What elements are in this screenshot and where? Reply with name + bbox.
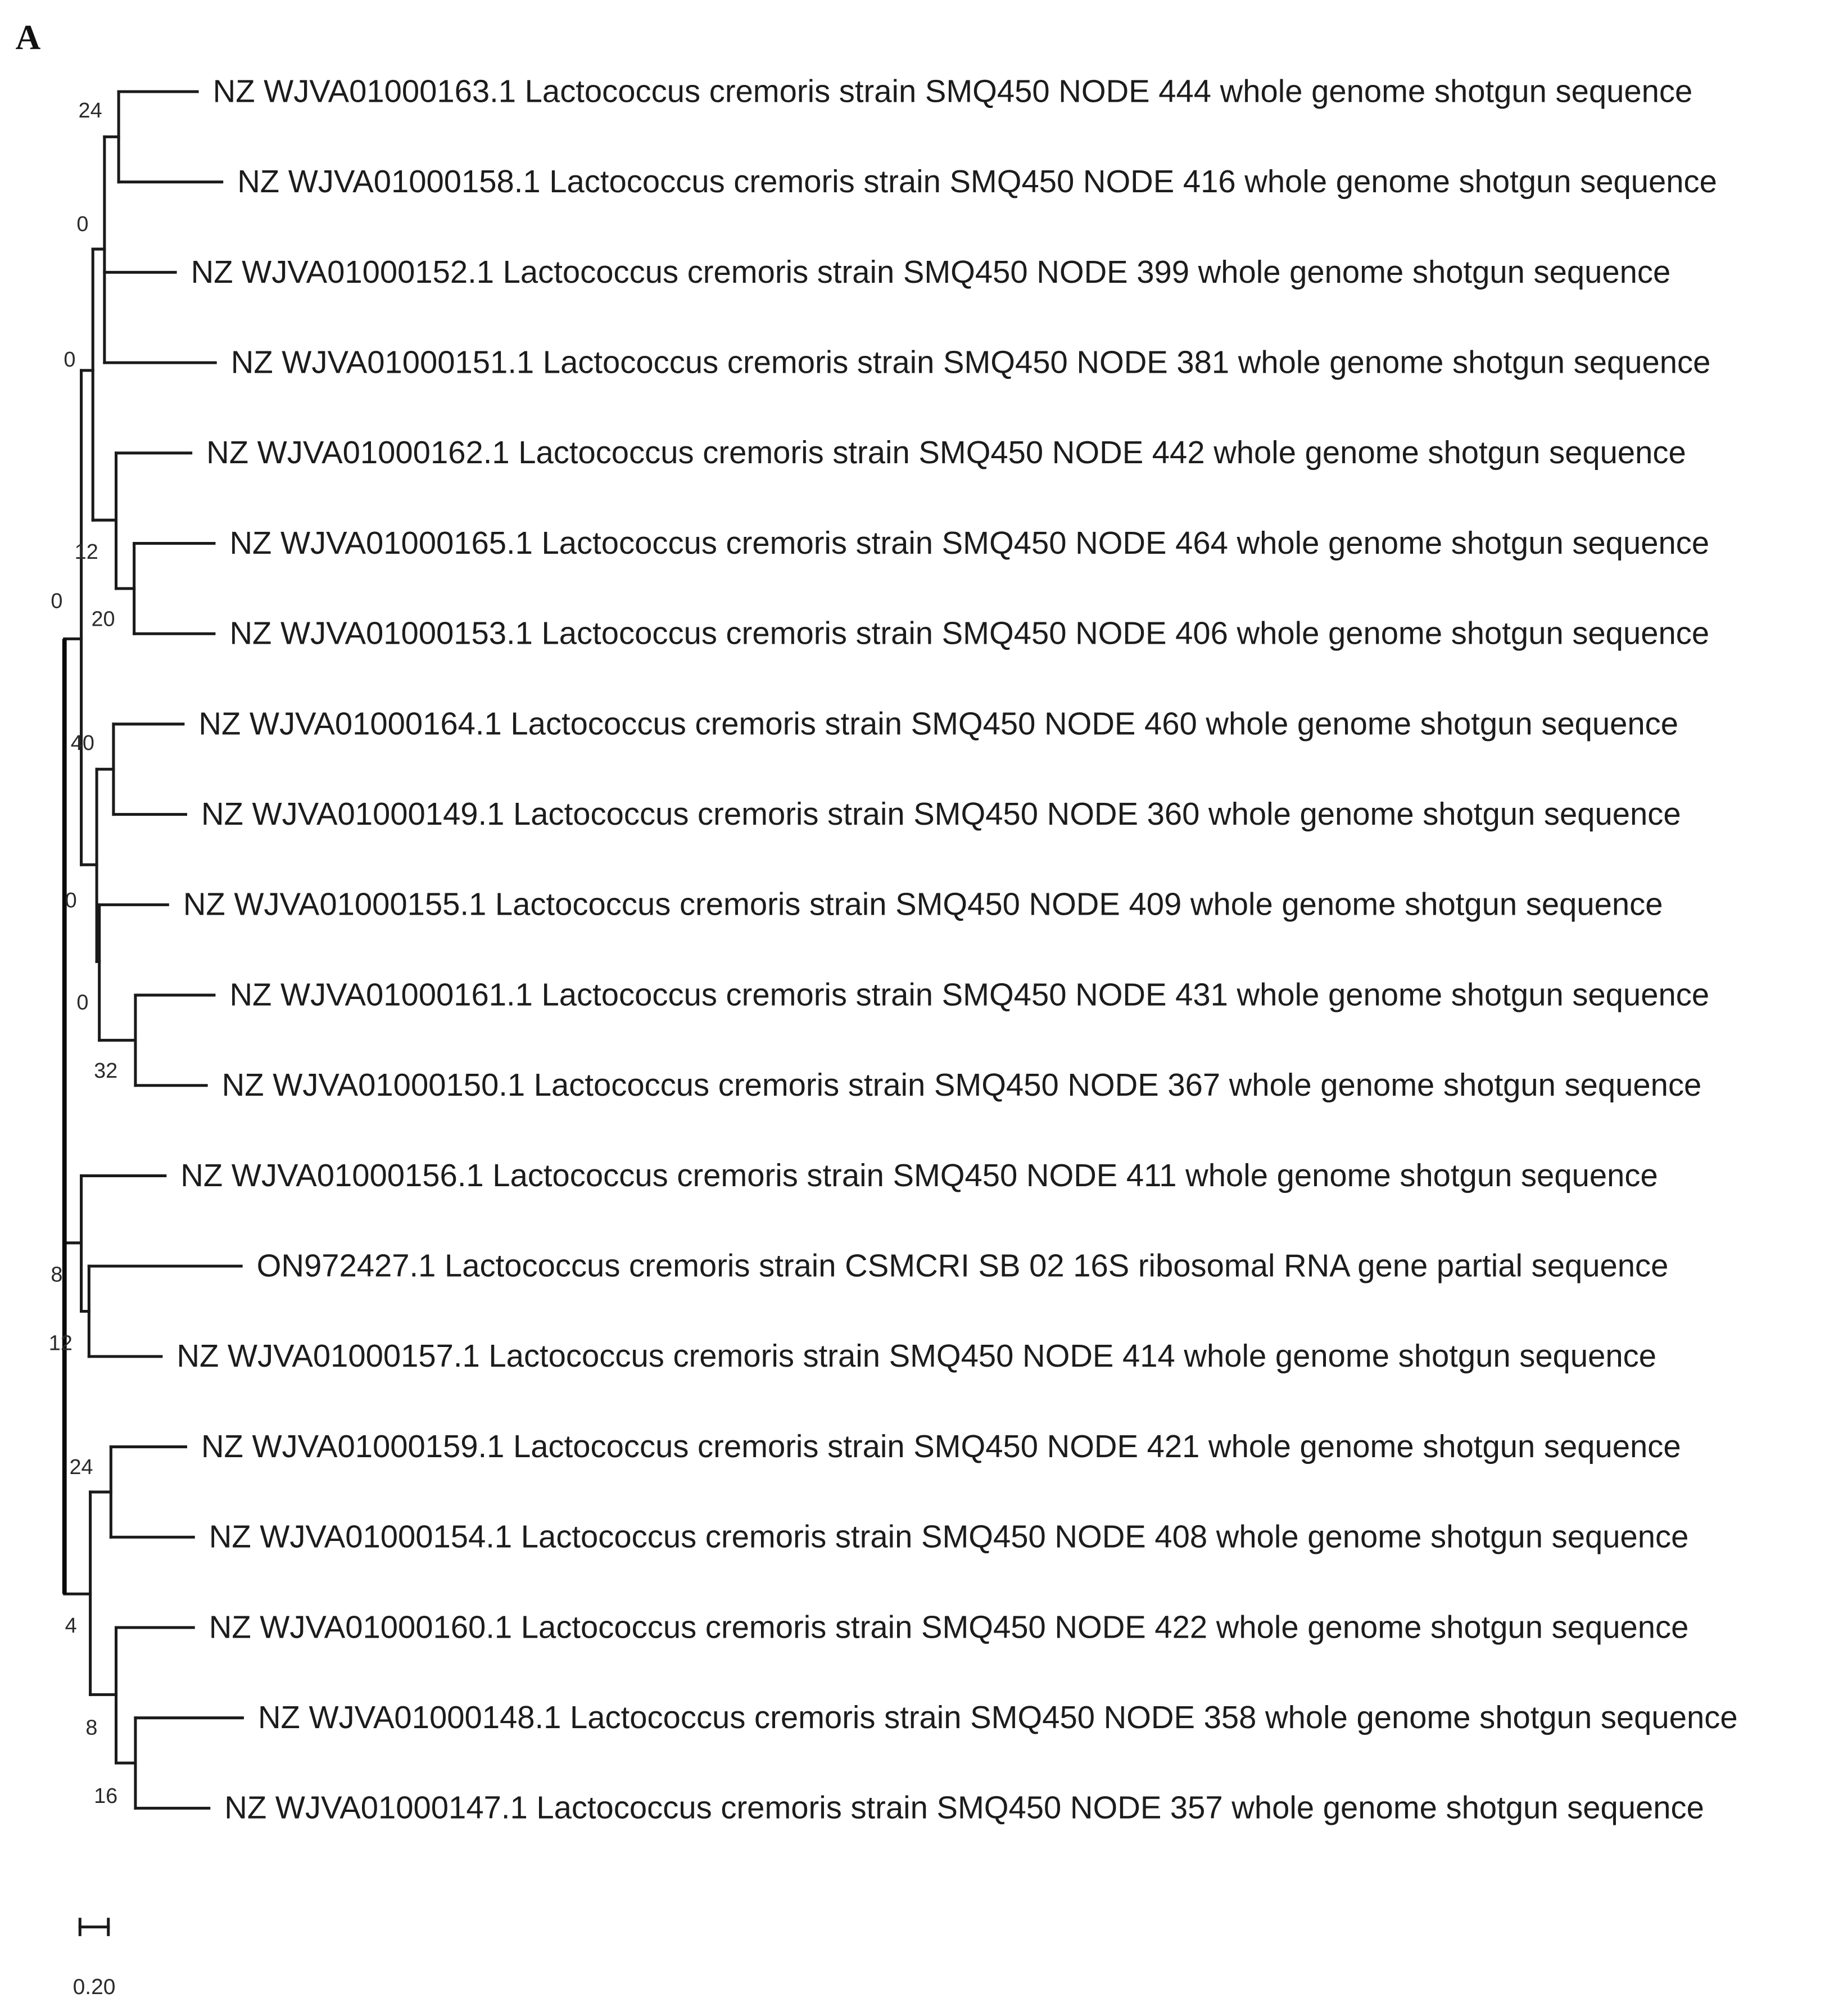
- leaf-label: NZ WJVA01000155.1 Lactococcus cremoris strain SMQ450 NODE 409 whole genome shotgun sequence: [183, 886, 1663, 922]
- bootstrap-value: 20: [91, 607, 115, 631]
- bootstrap-value: 32: [94, 1059, 118, 1083]
- bootstrap-value: 24: [69, 1455, 93, 1479]
- bootstrap-value: 0: [76, 991, 89, 1015]
- bootstrap-value: 4: [65, 1614, 77, 1638]
- leaf-labels: [176, 73, 1737, 1825]
- leaf-label: NZ WJVA01000149.1 Lactococcus cremoris strain SMQ450 NODE 360 whole genome shotgun sequence: [201, 795, 1681, 832]
- bootstrap-value: 0: [65, 888, 77, 912]
- bootstrap-value: 12: [74, 540, 98, 564]
- leaf-label: NZ WJVA01000165.1 Lactococcus cremoris strain SMQ450 NODE 464 whole genome shotgun sequence: [229, 525, 1710, 560]
- leaf-label: NZ WJVA01000162.1 Lactococcus cremoris strain SMQ450 NODE 442 whole genome shotgun sequence: [206, 435, 1686, 471]
- leaf-label: NZ WJVA01000152.1 Lactococcus cremoris strain SMQ450 NODE 399 whole genome shotgun sequence: [191, 254, 1671, 290]
- leaf-label: NZ WJVA01000154.1 Lactococcus cremoris strain SMQ450 NODE 408 whole genome shotgun sequence: [209, 1518, 1689, 1554]
- bootstrap-value: 8: [85, 1716, 98, 1740]
- leaf-label: NZ WJVA01000163.1 Lactococcus cremoris strain SMQ450 NODE 444 whole genome shotgun sequence: [212, 73, 1693, 109]
- leaf-label: NZ WJVA01000158.1 Lactococcus cremoris strain SMQ450 NODE 416 whole genome shotgun sequence: [237, 164, 1717, 200]
- leaf-label: NZ WJVA01000153.1 Lactococcus cremoris strain SMQ450 NODE 406 whole genome shotgun sequence: [229, 615, 1710, 651]
- leaf-label: NZ WJVA01000160.1 Lactococcus cremoris strain SMQ450 NODE 422 whole genome shotgun sequence: [209, 1609, 1689, 1645]
- bootstrap-value: 40: [70, 731, 94, 755]
- bootstrap-value: 8: [51, 1263, 63, 1287]
- scale-bar-label: 0.20: [73, 1974, 116, 1999]
- leaf-label: NZ WJVA01000147.1 Lactococcus cremoris strain SMQ450 NODE 357 whole genome shotgun sequence: [224, 1789, 1704, 1825]
- bootstrap-value: 12: [48, 1331, 73, 1355]
- scale-bar: [73, 1919, 116, 1999]
- leaf-label: NZ WJVA01000151.1 Lactococcus cremoris strain SMQ450 NODE 381 whole genome shotgun sequence: [230, 344, 1711, 380]
- leaf-label: NZ WJVA01000150.1 Lactococcus cremoris strain SMQ450 NODE 367 whole genome shotgun sequence: [221, 1067, 1702, 1103]
- leaf-label: ON972427.1 Lactococcus cremoris strain CSMCRI SB 02 16S ribosomal RNA gene partial sequence: [256, 1247, 1669, 1283]
- bootstrap-value: 16: [94, 1784, 118, 1809]
- leaf-label: NZ WJVA01000148.1 Lactococcus cremoris strain SMQ450 NODE 358 whole genome shotgun sequence: [257, 1699, 1738, 1735]
- leaf-label: NZ WJVA01000164.1 Lactococcus cremoris strain SMQ450 NODE 460 whole genome shotgun sequence: [198, 706, 1679, 742]
- bootstrap-value: 0: [76, 212, 89, 236]
- bootstrap-value: 0: [64, 347, 76, 372]
- leaf-label: NZ WJVA01000159.1 Lactococcus cremoris strain SMQ450 NODE 421 whole genome shotgun sequence: [201, 1428, 1681, 1464]
- bootstrap-value: 24: [78, 98, 102, 123]
- bootstrap-labels: [49, 99, 117, 1808]
- panel-letter: A: [15, 19, 41, 57]
- leaf-label: NZ WJVA01000156.1 Lactococcus cremoris strain SMQ450 NODE 411 whole genome shotgun sequence: [180, 1157, 1658, 1193]
- leaf-label: NZ WJVA01000161.1 Lactococcus cremoris strain SMQ450 NODE 431 whole genome shotgun sequence: [229, 977, 1710, 1012]
- bootstrap-value: 0: [51, 589, 63, 613]
- leaf-label: NZ WJVA01000157.1 Lactococcus cremoris strain SMQ450 NODE 414 whole genome shotgun sequence: [176, 1338, 1657, 1374]
